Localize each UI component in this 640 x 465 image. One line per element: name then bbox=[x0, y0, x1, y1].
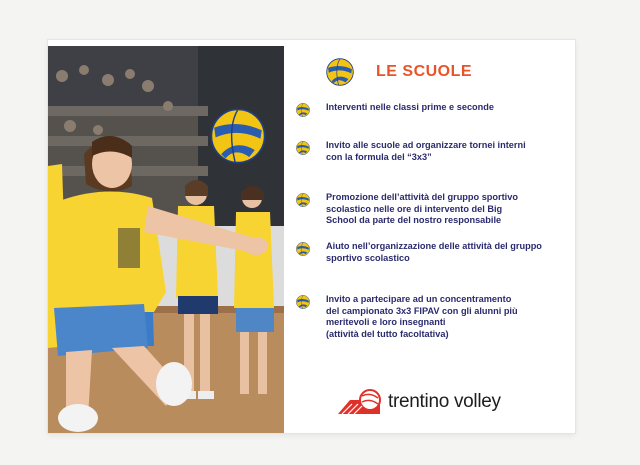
item-line: meritevoli e loro insegnanti bbox=[326, 317, 446, 327]
item-line: del campionato 3x3 FIPAV con gli alunni più bbox=[326, 305, 518, 316]
trentino-volley-ball-logo bbox=[336, 388, 382, 416]
item-line: (attività del tutto facoltativa) bbox=[326, 328, 449, 339]
volleyball-bullet-icon bbox=[296, 103, 310, 117]
item-line: con la formula del “3x3” bbox=[326, 151, 432, 162]
item-line: Interventi nelle classi prime e seconde bbox=[326, 102, 494, 112]
item-text bbox=[326, 140, 526, 163]
item-line: scolastico nelle ore di intervento del Big bbox=[326, 203, 503, 214]
header bbox=[326, 58, 472, 86]
item-line: School da parte del nostro responsabile bbox=[326, 215, 502, 225]
item-line: Aiuto nell’organizzazione delle attività del gruppo bbox=[326, 241, 542, 251]
item-text bbox=[326, 102, 494, 114]
item-text bbox=[326, 241, 542, 264]
item-text bbox=[326, 192, 518, 227]
volleyball-bullet-icon bbox=[296, 141, 310, 155]
list-item bbox=[296, 140, 566, 163]
volleyball-bullet-icon bbox=[296, 242, 310, 256]
item-text bbox=[326, 294, 518, 340]
content-panel bbox=[288, 40, 575, 433]
list-item bbox=[296, 241, 566, 264]
item-line: Invito alle scuole ad organizzare tornei interni bbox=[326, 140, 526, 150]
volleyball-bullet-icon bbox=[296, 193, 310, 207]
flyer-sheet bbox=[48, 40, 575, 433]
volleyball-bullet-icon bbox=[296, 295, 310, 309]
list-item bbox=[296, 102, 566, 117]
item-line: Promozione dell’attività del gruppo sportivo bbox=[326, 192, 518, 202]
volleyball-icon bbox=[326, 58, 354, 86]
page-title: LE SCUOLE bbox=[376, 63, 473, 80]
item-line: Invito a partecipare ad un concentramento bbox=[326, 294, 512, 304]
list-item bbox=[296, 294, 566, 340]
girls-volleyball-photo bbox=[48, 46, 284, 433]
list-item bbox=[296, 192, 566, 227]
item-line: sportivo scolastico bbox=[326, 252, 410, 263]
trentino-volley-logo bbox=[336, 388, 501, 416]
logo-text: trentino volley bbox=[388, 391, 501, 412]
